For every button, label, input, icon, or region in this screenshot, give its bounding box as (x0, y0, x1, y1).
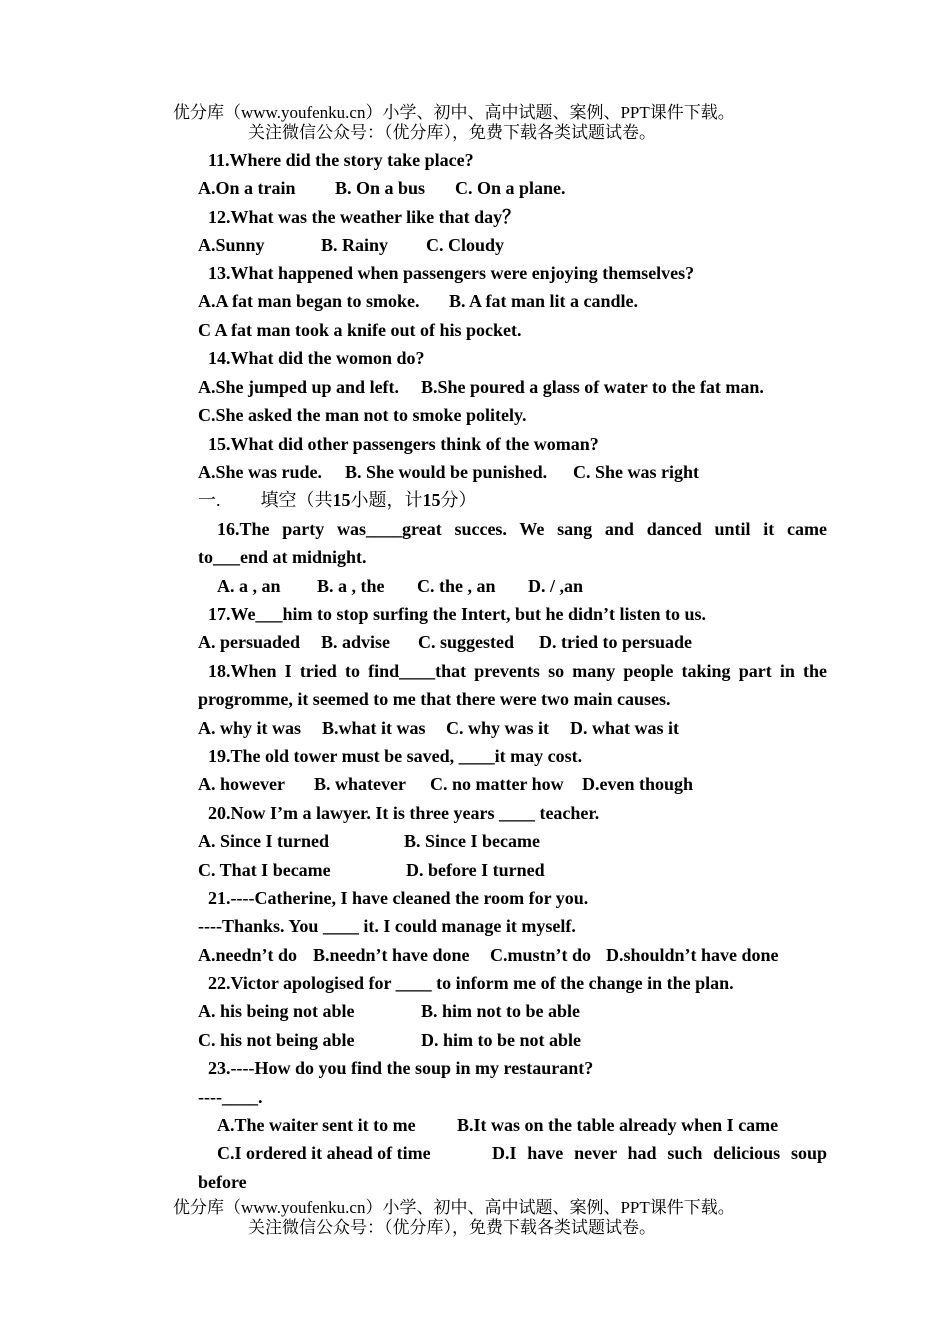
section-label-mid: 小题，计 (350, 490, 423, 510)
question-12-option-c: C. Cloudy (426, 235, 505, 255)
section-count-1: 15 (332, 490, 351, 510)
question-14-stem: 14.What did the womon do? (208, 348, 425, 368)
question-17-option-b: B. advise (321, 632, 391, 652)
section-label-pre: 填空（共 (260, 490, 333, 510)
question-20-option-c: C. That I became (198, 860, 331, 880)
question-12-option-a: A.Sunny (198, 235, 265, 255)
question-19-stem: 19.The old tower must be saved, ____it may cost. (208, 746, 583, 766)
question-20-option-d: D. before I turned (406, 860, 545, 880)
question-21-option-b: B.needn’t have done (313, 945, 470, 965)
footer-line-2: 关注微信公众号：（优分库），免费下载各类试题试卷。 (248, 1218, 656, 1237)
section-label-post: 分） (440, 490, 477, 510)
question-16-option-d: D. / ,an (528, 576, 584, 596)
question-22-option-d: D. him to be not able (421, 1030, 582, 1050)
question-18-option-d: D. what was it (570, 718, 680, 738)
question-14-option-a: A.She jumped up and left. (198, 377, 400, 397)
question-17-option-c: C. suggested (418, 632, 515, 652)
question-12-stem: 12.What was the weather like that day？ (208, 207, 521, 227)
question-23-option-a: A.The waiter sent it to me (217, 1115, 416, 1135)
question-19-option-b: B. whatever (314, 774, 406, 794)
section-heading (198, 489, 477, 511)
question-22-option-b: B. him not to be able (421, 1001, 581, 1021)
question-16-stem-line-1: 16.The party was____great succes. We sang and danced until it came (217, 519, 827, 539)
question-17-stem: 17.We___him to stop surfing the Intert, but he didn’t listen to us. (208, 604, 707, 624)
question-15-option-b: B. She would be punished. (345, 462, 548, 482)
question-13-option-a: A.A fat man began to smoke. (198, 291, 420, 311)
question-22-option-a: A. his being not able (198, 1001, 355, 1021)
question-19-option-a: A. however (198, 774, 285, 794)
question-22-option-c: C. his not being able (198, 1030, 355, 1050)
question-21-option-c: C.mustn’t do (490, 945, 592, 965)
question-23-option-d: D.I have never had such delicious soup (492, 1143, 827, 1163)
question-16-option-a: A. a , an (217, 576, 281, 596)
question-11-stem: 11.Where did the story take place? (208, 150, 474, 170)
question-16-stem-line-2: to___end at midnight. (198, 547, 367, 567)
footer-line-1: 优分库（www.youfenku.cn）小学、初中、高中试题、案例、PPT课件下载。 (173, 1198, 735, 1217)
question-21-option-a: A.needn’t do (198, 945, 298, 965)
question-15-option-a: A.She was rude. (198, 462, 323, 482)
question-23-stem-line-2: ----____. (198, 1087, 263, 1107)
question-12-option-b: B. Rainy (321, 235, 389, 255)
question-11-option-b: B. On a bus (335, 178, 426, 198)
question-19-option-c: C. no matter how (430, 774, 564, 794)
question-20-option-b: B. Since I became (404, 831, 540, 851)
question-18-option-b: B.what it was (322, 718, 426, 738)
question-16-option-b: B. a , the (317, 576, 385, 596)
question-13-option-b: B. A fat man lit a candle. (449, 291, 639, 311)
question-13-option-c: C A fat man took a knife out of his pocket. (198, 320, 522, 340)
question-17-option-a: A. persuaded (198, 632, 301, 652)
header-line-2: 关注微信公众号：（优分库），免费下载各类试题试卷。 (248, 123, 656, 142)
question-14-option-c: C.She asked the man not to smoke politely. (198, 405, 527, 425)
question-23-option-b: B.It was on the table already when I came (457, 1115, 779, 1135)
question-14-option-b: B.She poured a glass of water to the fat man. (421, 377, 764, 397)
question-20-option-a: A. Since I turned (198, 831, 330, 851)
question-15-option-c: C. She was right (573, 462, 700, 482)
question-11-option-c: C. On a plane. (455, 178, 566, 198)
question-22-stem: 22.Victor apologised for ____ to inform me of the change in the plan. (208, 973, 734, 993)
question-23-option-c: C.I ordered it ahead of time (217, 1143, 431, 1163)
section-count-2: 15 (422, 490, 441, 510)
question-15-stem: 15.What did other passengers think of the woman? (208, 434, 599, 454)
question-17-option-d: D. tried to persuade (539, 632, 692, 652)
question-16-option-c: C. the , an (417, 576, 496, 596)
question-18-option-c: C. why was it (446, 718, 550, 738)
question-23-option-d-continued: before (198, 1172, 247, 1192)
question-21-stem-line-2: ----Thanks. You ____ it. I could manage it myself. (198, 916, 576, 936)
question-21-stem-line-1: 21.----Catherine, I have cleaned the room for you. (208, 888, 589, 908)
question-18-stem-line-1: 18.When I tried to find____that prevents so many people taking part in the (208, 661, 827, 681)
section-number: 一. (198, 490, 221, 510)
question-18-option-a: A. why it was (198, 718, 302, 738)
question-13-stem: 13.What happened when passengers were enjoying themselves? (208, 263, 695, 283)
question-21-option-d: D.shouldn’t have done (606, 945, 779, 965)
header-line-1: 优分库（www.youfenku.cn）小学、初中、高中试题、案例、PPT课件下载。 (173, 103, 735, 122)
question-18-stem-line-2: progromme, it seemed to me that there were two main causes. (198, 689, 671, 709)
question-20-stem: 20.Now I’m a lawyer. It is three years ____ teacher. (208, 803, 600, 823)
question-23-stem-line-1: 23.----How do you find the soup in my restaurant? (208, 1058, 594, 1078)
question-11-option-a: A.On a train (198, 178, 296, 198)
question-19-option-d: D.even though (582, 774, 694, 794)
